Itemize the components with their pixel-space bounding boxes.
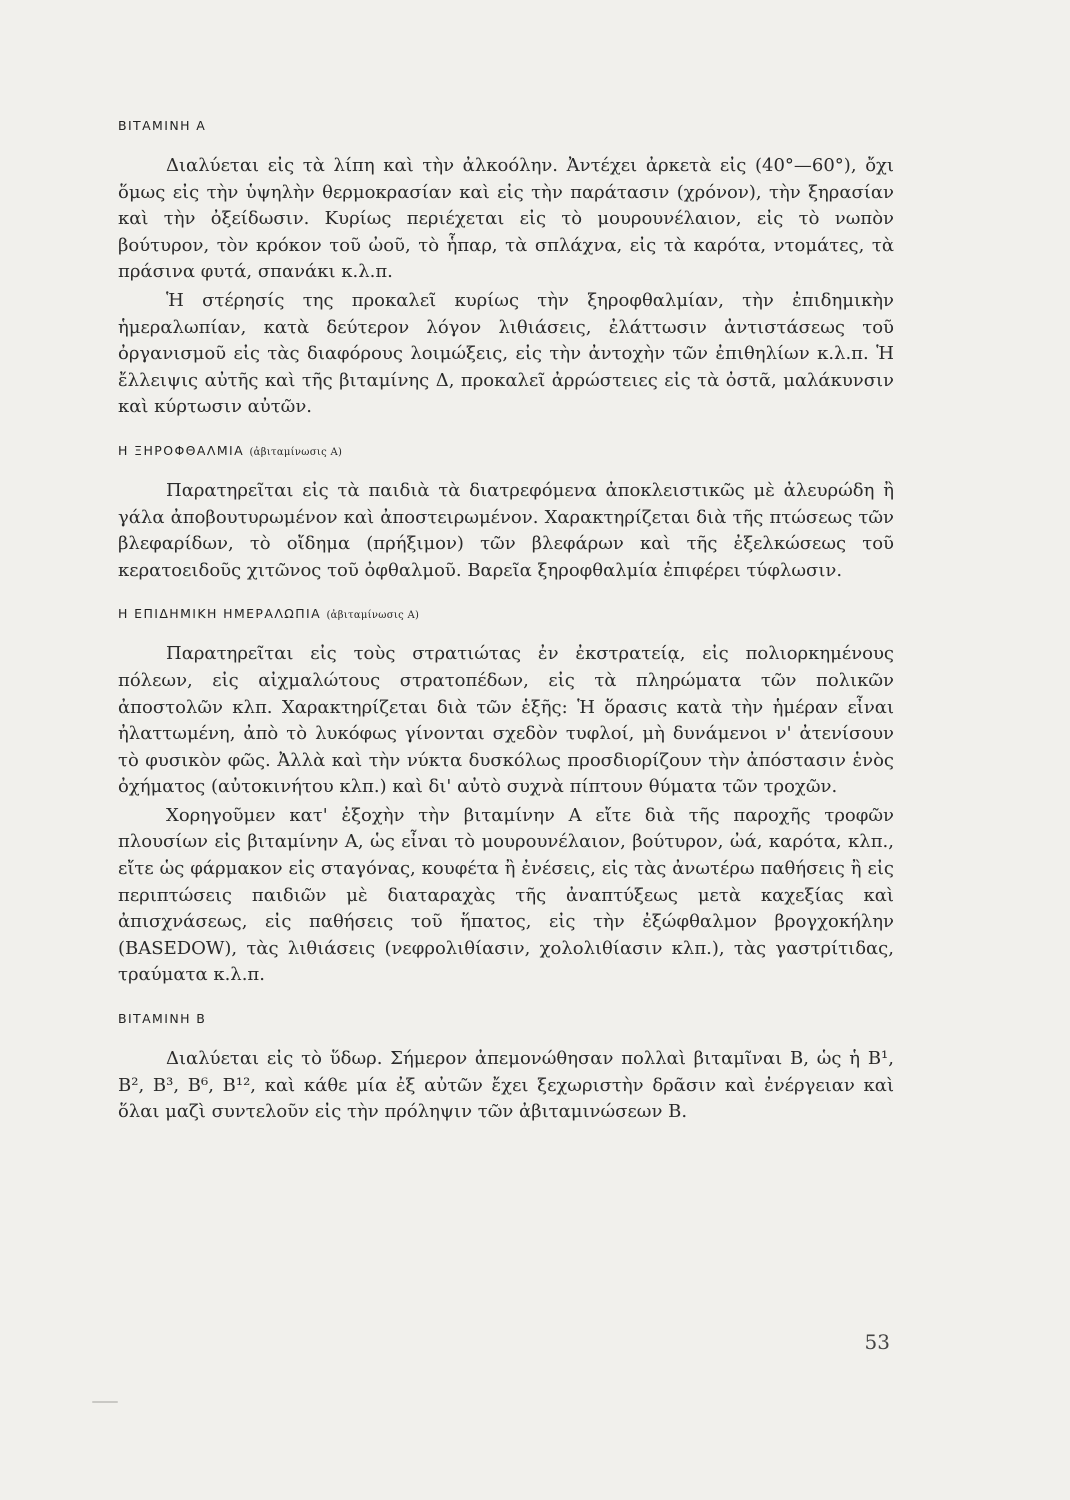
paragraph: Παρατηρεῖται εἰς τοὺς στρατιώτας ἐν ἐκστρατείᾳ, εἰς πολιορκημένους πόλεων, εἰς αἰχμαλώτους στρατοπέδων, εἰς τὰ πληρώματα τῶν πολικῶν ἀποστολῶν κλπ. Χαρακτηρίζεται διὰ τῶν ἑξῆς: Ἡ ὅρασις κατὰ τὴν ἡμέραν εἶναι ἠλαττωμένη, ἀπὸ τὸ λυκόφως γίνονται σχεδὸν τυφλοί, μὴ δυνάμενοι ν' ἀτενίσουν τὸ φυσικὸν φῶς. Ἀλλὰ καὶ τὴν νύκτα δυσκόλως προσδιορίζουν τὴν ἀπόστασιν ἑνὸς ὀχήματος (αὐτοκινήτου κλπ.) καὶ δι' αὐτὸ συχνὰ πίπτουν θύματα τῶν τροχῶν. — [118, 643, 894, 798]
heading-text: Η ΕΠΙΔΗΜΙΚΗ ΗΜΕΡΑΛΩΠΙΑ — [118, 606, 322, 622]
section-heading-vitamin-b — [118, 1011, 894, 1026]
paragraph: Ἡ στέρησίς της προκαλεῖ κυρίως τὴν ξηροφθαλμίαν, τὴν ἐπιδημικὴν ἡμεραλωπίαν, κατὰ δεύτερον λόγον λιθιάσεις, ἐλάττωσιν ἀντιστάσεως τοῦ ὀργανισμοῦ εἰς τὰς διαφόρους λοιμώξεις, εἰς τὴν ἀντοχὴν τῶν ἐπιθηλίων κ.λ.π. Ἡ ἔλλειψις αὐτῆς καὶ τῆς βιταμίνης Δ, προκαλεῖ ἀρρώστειες εἰς τὰ ὀστᾶ, μαλάκυνσιν καὶ κύρτωσιν αὐτῶν. — [118, 289, 894, 418]
section-heading-xerophthalmia — [118, 443, 894, 458]
paragraph: Διαλύεται εἰς τὸ ὕδωρ. Σήμερον ἀπεμονώθησαν πολλαὶ βιταμῖναι Β, ὡς ἡ Β¹, Β², Β³, Β⁶, Β¹², καὶ κάθε μία ἐξ αὐτῶν ἔχει ξεχωριστὴν δρᾶσιν καὶ ἐνέργειαν καὶ ὅλαι μαζὶ συντελοῦν εἰς τὴν πρόληψιν τῶν ἀβιταμινώσεων Β. — [118, 1048, 894, 1123]
heading-text: Η ΞΗΡΟΦΘΑΛΜΙΑ — [118, 442, 245, 458]
section-heading-vitamin-a — [118, 118, 894, 133]
page-content — [118, 96, 894, 1126]
heading-text: ΒΙΤΑΜΙΝΗ Β — [118, 1011, 207, 1027]
section-heading-night-blindness — [118, 606, 894, 621]
paragraph: Χορηγοῦμεν κατ' ἐξοχὴν τὴν βιταμίνην Α εἴτε διὰ τῆς παροχῆς τροφῶν πλουσίων εἰς βιταμίνην Α, ὡς εἶναι τὸ μουρουνέλαιον, βούτυρον, ὠά, καρότα, κλπ., εἴτε ὡς φάρμακον εἰς σταγόνας, κουφέτα ἢ ἐνέσεις, εἰς τὰς ἀνωτέρω παθήσεις ἢ εἰς περιπτώσεις παιδιῶν μὲ διαταραχὰς τῆς ἀναπτύξεως μετὰ καχεξίας καὶ ἀπισχνάσεως, εἰς παθήσεις τοῦ ἥπατος, εἰς τὴν ἐξώφθαλμον βρογχοκήλην (BASEDOW), τὰς λιθιάσεις (νεφρολιθίασιν, χολολιθίασιν κλπ.), τὰς γαστρίτιδας, τραύματα κ.λ.π. — [118, 804, 894, 986]
heading-text: ΒΙΤΑΜΙΝΗ Α — [118, 118, 207, 133]
heading-subtitle: (ἀβιταμίνωσις Α) — [326, 610, 420, 622]
paragraph: Διαλύεται εἰς τὰ λίπη καὶ τὴν ἀλκοόλην. Ἀντέχει ἀρκετὰ εἰς (40°—60°), ὄχι ὅμως εἰς τὴν ὑψηλὴν θερμοκρασίαν καὶ εἰς τὴν παράτασιν (χρόνον), τὴν ξηρασίαν καὶ τὴν ὀξείδωσιν. Κυρίως περιέχεται εἰς τὸ μουρουνέλαιον, εἰς τὸ νωπὸν βούτυρον, τὸν κρόκον τοῦ ὠοῦ, τὸ ἧπαρ, τὰ σπλάχνα, εἰς τὰ καρότα, ντομάτες, τὰ πράσινα φυτά, σπανάκι κ.λ.π. — [118, 155, 894, 283]
heading-subtitle: (ἀβιταμίνωσις Α) — [249, 446, 343, 458]
scan-mark — [92, 1401, 118, 1403]
page-number: 53 — [864, 1330, 890, 1354]
paragraph: Παρατηρεῖται εἰς τὰ παιδιὰ τὰ διατρεφόμενα ἀποκλειστικῶς μὲ ἀλευρώδη ἢ γάλα ἀποβουτυρωμένον καὶ ἀποστειρωμένον. Χαρακτηρίζεται διὰ τῆς πτώσεως τῶν βλεφαρίδων, τὸ οἴδημα (πρήξιμον) τῶν βλεφάρων καὶ τῆς ἐξελκώσεως τοῦ κερατοειδοῦς χιτῶνος τοῦ ὀφθαλμοῦ. Βαρεῖα ξηροφθαλμία ἐπιφέρει τύφλωσιν. — [118, 479, 894, 581]
